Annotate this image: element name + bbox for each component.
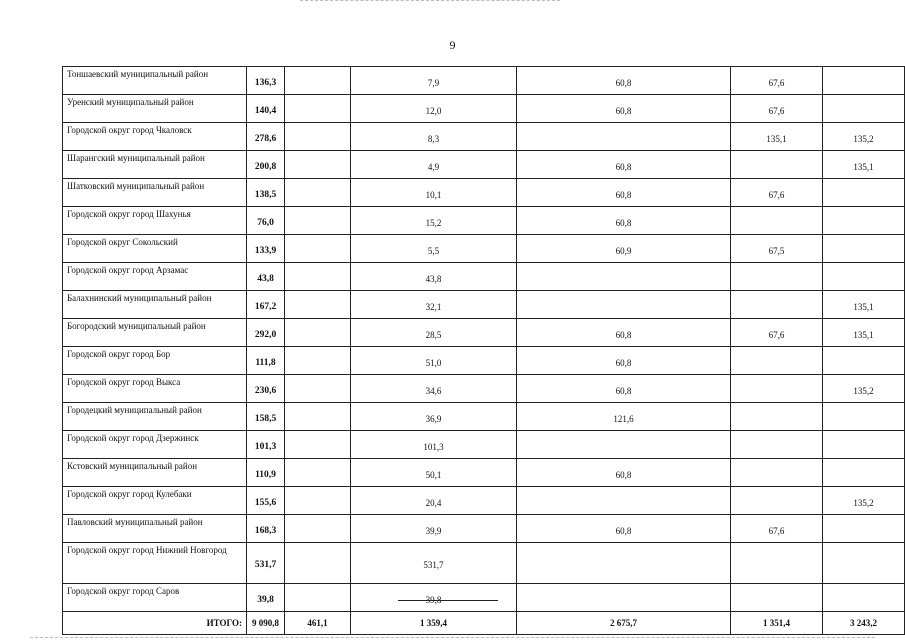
cell-col5: 67,6 xyxy=(731,179,823,207)
cell-col4: 60,8 xyxy=(517,319,731,347)
cell-col2 xyxy=(285,263,351,291)
total-col4: 2 675,7 xyxy=(517,612,731,635)
cell-col5: 67,6 xyxy=(731,67,823,95)
row-total: 278,6 xyxy=(247,123,285,151)
cell-col4 xyxy=(517,487,731,515)
row-total: 230,6 xyxy=(247,375,285,403)
row-total: 292,0 xyxy=(247,319,285,347)
table-row xyxy=(63,179,905,207)
cell-col5 xyxy=(731,543,823,584)
cell-col6 xyxy=(823,431,905,459)
cell-col6 xyxy=(823,179,905,207)
row-total: 76,0 xyxy=(247,207,285,235)
cell-col5 xyxy=(731,263,823,291)
cell-col3: 4,9 xyxy=(351,151,517,179)
cell-col5 xyxy=(731,403,823,431)
cell-col6 xyxy=(823,459,905,487)
cell-col2 xyxy=(285,67,351,95)
cell-col6 xyxy=(823,403,905,431)
cell-col6 xyxy=(823,584,905,612)
cell-col5: 67,6 xyxy=(731,319,823,347)
cell-col4: 60,8 xyxy=(517,347,731,375)
cell-col6 xyxy=(823,515,905,543)
cell-col6 xyxy=(823,235,905,263)
cell-col3: 531,7 xyxy=(351,543,517,584)
table-row xyxy=(63,487,905,515)
cell-col4 xyxy=(517,431,731,459)
cell-col2 xyxy=(285,179,351,207)
row-total: 140,4 xyxy=(247,95,285,123)
cell-col6: 135,2 xyxy=(823,123,905,151)
cell-col6: 135,1 xyxy=(823,319,905,347)
cell-col2 xyxy=(285,487,351,515)
cell-col4: 60,8 xyxy=(517,67,731,95)
table-row xyxy=(63,347,905,375)
cell-col4: 60,8 xyxy=(517,515,731,543)
cell-col4: 60,8 xyxy=(517,375,731,403)
table-row xyxy=(63,123,905,151)
cell-col2 xyxy=(285,207,351,235)
cell-col2 xyxy=(285,515,351,543)
cell-col6 xyxy=(823,263,905,291)
cell-col4 xyxy=(517,123,731,151)
table-row xyxy=(63,263,905,291)
cell-col3: 39,9 xyxy=(351,515,517,543)
cell-col5: 67,6 xyxy=(731,95,823,123)
cell-col6 xyxy=(823,347,905,375)
cell-col3: 32,1 xyxy=(351,291,517,319)
municipality-name: Городской округ город Выкса xyxy=(63,375,247,403)
table-row xyxy=(63,375,905,403)
cell-col6: 135,2 xyxy=(823,487,905,515)
row-total: 136,3 xyxy=(247,67,285,95)
cell-col5 xyxy=(731,459,823,487)
total-col5: 1 351,4 xyxy=(731,612,823,635)
cell-col3: 12,0 xyxy=(351,95,517,123)
cell-col3: 36,9 xyxy=(351,403,517,431)
row-total: 200,8 xyxy=(247,151,285,179)
municipality-name: Балахнинский муниципальный район xyxy=(63,291,247,319)
cell-col6: 135,1 xyxy=(823,291,905,319)
cell-col6: 135,2 xyxy=(823,375,905,403)
cell-col5 xyxy=(731,207,823,235)
cell-col2 xyxy=(285,347,351,375)
cell-col5 xyxy=(731,431,823,459)
cell-col6 xyxy=(823,207,905,235)
cell-col2 xyxy=(285,291,351,319)
cell-col2 xyxy=(285,319,351,347)
cell-col5 xyxy=(731,375,823,403)
municipality-name: Шарангский муниципальный район xyxy=(63,151,247,179)
table-row xyxy=(63,291,905,319)
cell-col4: 60,9 xyxy=(517,235,731,263)
cell-col5: 135,1 xyxy=(731,123,823,151)
cell-col5 xyxy=(731,347,823,375)
cell-col4: 60,8 xyxy=(517,95,731,123)
cell-col5 xyxy=(731,584,823,612)
cell-col2 xyxy=(285,235,351,263)
cell-col2 xyxy=(285,403,351,431)
municipality-name: Павловский муниципальный район xyxy=(63,515,247,543)
row-total: 43,8 xyxy=(247,263,285,291)
scan-edge-top xyxy=(300,0,560,1)
table-row xyxy=(63,207,905,235)
cell-col4 xyxy=(517,543,731,584)
cell-col3: 28,5 xyxy=(351,319,517,347)
table-row xyxy=(63,459,905,487)
row-total: 111,8 xyxy=(247,347,285,375)
cell-col5 xyxy=(731,291,823,319)
cell-col2 xyxy=(285,95,351,123)
municipality-name: Тоншаевский муниципальный район xyxy=(63,67,247,95)
table-row xyxy=(63,235,905,263)
table-row xyxy=(63,403,905,431)
municipality-name: Городской округ город Дзержинск xyxy=(63,431,247,459)
totals-label: ИТОГО: xyxy=(63,612,247,635)
total-col2: 461,1 xyxy=(285,612,351,635)
municipality-name: Уренский муниципальный район xyxy=(63,95,247,123)
municipality-name: Городской округ Сокольский xyxy=(63,235,247,263)
cell-col5 xyxy=(731,487,823,515)
cell-col4: 60,8 xyxy=(517,179,731,207)
cell-col4 xyxy=(517,291,731,319)
row-total: 167,2 xyxy=(247,291,285,319)
municipality-name: Городской округ город Арзамас xyxy=(63,263,247,291)
row-total: 138,5 xyxy=(247,179,285,207)
allocation-table xyxy=(62,66,905,635)
municipality-name: Шатковский муниципальный район xyxy=(63,179,247,207)
page-number: 9 xyxy=(449,38,456,52)
cell-col2 xyxy=(285,584,351,612)
municipality-name: Богородский муниципальный район xyxy=(63,319,247,347)
cell-col6 xyxy=(823,67,905,95)
table-body xyxy=(63,67,905,635)
table-row xyxy=(63,319,905,347)
municipality-name: Городской округ город Чкаловск xyxy=(63,123,247,151)
municipality-name: Городской округ город Бор xyxy=(63,347,247,375)
cell-col6 xyxy=(823,95,905,123)
row-total: 168,3 xyxy=(247,515,285,543)
row-total: 39,8 xyxy=(247,584,285,612)
municipality-name: Городецкий муниципальный район xyxy=(63,403,247,431)
cell-col4: 60,8 xyxy=(517,207,731,235)
table-row xyxy=(63,584,905,612)
cell-col2 xyxy=(285,459,351,487)
cell-col5: 67,5 xyxy=(731,235,823,263)
cell-col4: 60,8 xyxy=(517,459,731,487)
cell-col2 xyxy=(285,543,351,584)
table-row xyxy=(63,67,905,95)
row-total: 155,6 xyxy=(247,487,285,515)
cell-col3: 39,8 xyxy=(351,584,517,612)
total-col3: 1 359,4 xyxy=(351,612,517,635)
total-col6: 3 243,2 xyxy=(823,612,905,635)
cell-col6 xyxy=(823,543,905,584)
cell-col2 xyxy=(285,151,351,179)
table-row xyxy=(63,151,905,179)
row-total: 101,3 xyxy=(247,431,285,459)
municipality-name: Городской округ город Саров xyxy=(63,584,247,612)
table-row xyxy=(63,543,905,584)
cell-col6: 135,1 xyxy=(823,151,905,179)
table-row xyxy=(63,431,905,459)
cell-col2 xyxy=(285,375,351,403)
cell-col2 xyxy=(285,431,351,459)
grand-total: 9 090,8 xyxy=(247,612,285,635)
cell-col5 xyxy=(731,151,823,179)
cell-col3: 15,2 xyxy=(351,207,517,235)
row-total: 110,9 xyxy=(247,459,285,487)
cell-col4 xyxy=(517,584,731,612)
row-total: 133,9 xyxy=(247,235,285,263)
cell-col3: 10,1 xyxy=(351,179,517,207)
municipality-name: Городской округ город Кулебаки xyxy=(63,487,247,515)
table-row xyxy=(63,515,905,543)
end-of-document-line xyxy=(398,600,498,601)
cell-col3: 51,0 xyxy=(351,347,517,375)
row-total: 158,5 xyxy=(247,403,285,431)
cell-col3: 5,5 xyxy=(351,235,517,263)
cell-col5: 67,6 xyxy=(731,515,823,543)
cell-col3: 20,4 xyxy=(351,487,517,515)
cell-col3: 43,8 xyxy=(351,263,517,291)
table-row xyxy=(63,95,905,123)
cell-col4: 60,8 xyxy=(517,151,731,179)
scan-edge-bottom xyxy=(30,637,875,638)
municipality-name: Городской округ город Нижний Новгород xyxy=(63,543,247,584)
cell-col2 xyxy=(285,123,351,151)
cell-col4 xyxy=(517,263,731,291)
cell-col4: 121,6 xyxy=(517,403,731,431)
totals-row xyxy=(63,612,905,635)
cell-col3: 101,3 xyxy=(351,431,517,459)
cell-col3: 34,6 xyxy=(351,375,517,403)
cell-col3: 50,1 xyxy=(351,459,517,487)
cell-col3: 7,9 xyxy=(351,67,517,95)
municipality-name: Кстовский муниципальный район xyxy=(63,459,247,487)
row-total: 531,7 xyxy=(247,543,285,584)
municipality-name: Городской округ город Шахунья xyxy=(63,207,247,235)
cell-col3: 8,3 xyxy=(351,123,517,151)
